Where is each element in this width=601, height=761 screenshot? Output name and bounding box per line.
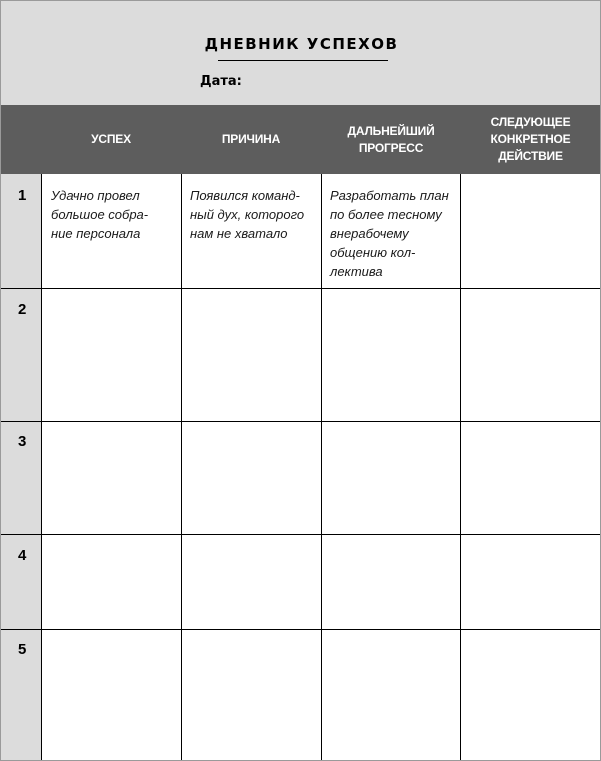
table-cell-further-progress: Разработать план по более тесному внерабочему общению кол- лектива — [330, 188, 449, 279]
grid-line — [1, 288, 600, 289]
table-cell-reason: Появился команд- ный дух, которого нам не хватало — [190, 188, 305, 241]
grid-line — [41, 174, 42, 761]
page-title: ДНЕВНИК УСПЕХОВ — [204, 35, 399, 53]
column-header-success: УСПЕХ — [91, 132, 131, 146]
title-underline — [218, 60, 388, 61]
row-number: 2 — [18, 301, 27, 318]
table-cell-success: Удачно провел большое собра- ние персонала — [51, 188, 149, 241]
grid-line — [321, 174, 322, 761]
column-header-further-progress: ДАЛЬНЕЙШИЙ ПРОГРЕСС — [347, 123, 435, 155]
row-number-column — [1, 174, 41, 761]
grid-line — [1, 421, 600, 422]
grid-line — [1, 629, 600, 630]
diary-header — [1, 1, 600, 105]
column-header-next-action: СЛЕДУЮЩЕЕ КОНКРЕТНОЕ ДЕЙСТВИЕ — [490, 115, 571, 163]
grid-line — [1, 534, 600, 535]
row-number: 1 — [18, 187, 27, 204]
column-header-reason: ПРИЧИНА — [221, 132, 281, 146]
row-number: 3 — [18, 433, 27, 450]
grid-line — [460, 174, 461, 761]
row-number: 5 — [18, 641, 27, 658]
grid-line — [181, 174, 182, 761]
row-number: 4 — [18, 547, 27, 564]
date-label: Дата: — [200, 74, 242, 89]
table-header-row — [1, 105, 600, 174]
